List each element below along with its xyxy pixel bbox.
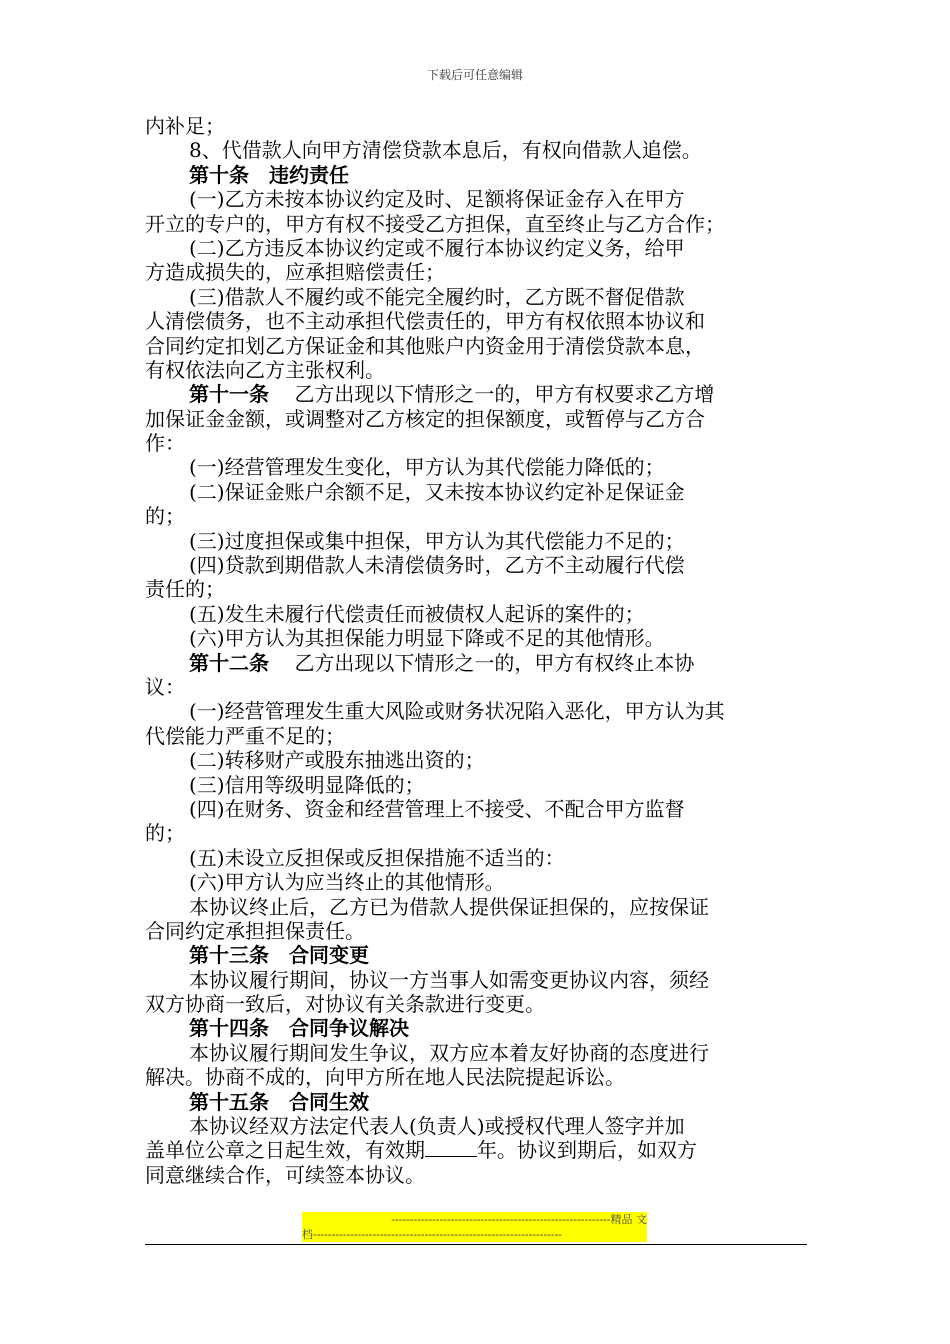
paragraph-text: 盖单位公章之日起生效，有效期: [145, 1138, 425, 1163]
paragraph-line: (五)发生未履行代偿责任而被债权人起诉的案件的；: [189, 601, 645, 626]
paragraph-line: (三)过度担保或集中担保，甲方认为其代偿能力不足的；: [189, 528, 685, 553]
document-body: [145, 114, 810, 1187]
paragraph-line: (六)甲方认为应当终止的其他情形。: [189, 870, 505, 895]
paragraph-line: (二)乙方违反本协议约定或不履行本协议约定义务，给甲: [189, 235, 685, 260]
paragraph-line: 开立的专户的，甲方有权不接受乙方担保，直至终止与乙方合作；: [145, 211, 725, 236]
paragraph-line: (五)未设立反担保或反担保措施不适当的：: [189, 845, 565, 870]
paragraph-line: 本协议经双方法定代表人(负责人)或授权代理人签字并加: [189, 1114, 685, 1139]
paragraph-line: 的；: [145, 504, 185, 529]
paragraph-line: 加保证金金额，或调整对乙方核定的担保额度，或暂停与乙方合: [145, 406, 705, 431]
paragraph-line: 有权依法向乙方主张权利。: [145, 357, 385, 382]
paragraph-line: [145, 651, 810, 675]
paragraph-line: (四)贷款到期借款人未清偿债务时，乙方不主动履行代偿: [189, 553, 685, 578]
paragraph-line: 同意继续合作，可续签本协议。: [145, 1162, 425, 1187]
footer-watermark-line2: 档-------------------------------------------------------------------: [302, 1227, 647, 1242]
paragraph-text: 年。协议到期后，如双方: [477, 1138, 697, 1163]
paragraph-line: 合同约定承担担保责任。: [145, 918, 365, 943]
paragraph-line: (三)借款人不履约或不能完全履约时，乙方既不督促借款: [189, 284, 685, 309]
paragraph-line: (三)信用等级明显降低的；: [189, 772, 425, 797]
paragraph-line: (一)乙方未按本协议约定及时、足额将保证金存入在甲方: [189, 187, 685, 212]
paragraph-line: 方造成损失的，应承担赔偿责任；: [145, 260, 445, 285]
paragraph-text: 乙方出现以下情形之一的，甲方有权终止本协: [294, 650, 695, 675]
term-years-blank: [425, 1138, 477, 1157]
paragraph-line: 本协议终止后，乙方已为借款人提供保证担保的，应按保证: [189, 894, 709, 919]
article-heading: 第十三条 合同变更: [189, 943, 369, 968]
paragraph-text: 乙方出现以下情形之一的，甲方有权要求乙方增: [294, 382, 715, 407]
article-heading: 第十五条 合同生效: [189, 1089, 369, 1114]
article-heading: 第十四条 合同争议解决: [189, 1016, 409, 1041]
paragraph-line: 本协议履行期间，协议一方当事人如需变更协议内容，须经: [189, 967, 709, 992]
article-heading: 第十一条: [189, 382, 269, 407]
paragraph-line: (六)甲方认为其担保能力明显下降或不足的其他情形。: [189, 626, 665, 651]
paragraph-line: 代偿能力严重不足的；: [145, 723, 345, 748]
paragraph-line: 合同约定扣划乙方保证金和其他账户内资金用于清偿贷款本息，: [145, 333, 705, 358]
paragraph-line: 作：: [145, 431, 185, 456]
paragraph-line: 双方协商一致后，对协议有关条款进行变更。: [145, 992, 545, 1017]
paragraph-line: 责任的；: [145, 577, 225, 602]
paragraph-line: (二)保证金账户余额不足，又未按本协议约定补足保证金: [189, 479, 685, 504]
paragraph-line: (四)在财务、资金和经营管理上不接受、不配合甲方监督: [189, 796, 685, 821]
paragraph-line: 本协议履行期间发生争议，双方应本着友好协商的态度进行: [189, 1040, 709, 1065]
article-heading: 第十条 违约责任: [189, 162, 349, 187]
paragraph-line: 解决。协商不成的，向甲方所在地人民法院提起诉讼。: [145, 1065, 625, 1090]
paragraph-line: (一)经营管理发生重大风险或财务状况陷入恶化，甲方认为其: [189, 699, 725, 724]
footer-watermark-line1: -----------------------------------------------------------精品 文: [302, 1212, 647, 1227]
article-heading: 第十二条: [189, 650, 269, 675]
footer-rule: [145, 1244, 807, 1245]
paragraph-line: 人清偿债务，也不主动承担代偿责任的，甲方有权依照本协议和: [145, 309, 705, 334]
page-header-note: 下载后可任意编辑: [426, 68, 523, 82]
paragraph-line: [145, 1138, 810, 1162]
paragraph-line: 的；: [145, 821, 185, 846]
paragraph-line: 议：: [145, 674, 185, 699]
paragraph-line: [145, 382, 810, 406]
paragraph-line: 8、代借款人向甲方清偿贷款本息后，有权向借款人追偿。: [189, 138, 702, 163]
paragraph-line: 内补足；: [145, 114, 225, 138]
paragraph-line: (一)经营管理发生变化，甲方认为其代偿能力降低的；: [189, 455, 665, 480]
paragraph-line: (二)转移财产或股东抽逃出资的；: [189, 748, 485, 773]
